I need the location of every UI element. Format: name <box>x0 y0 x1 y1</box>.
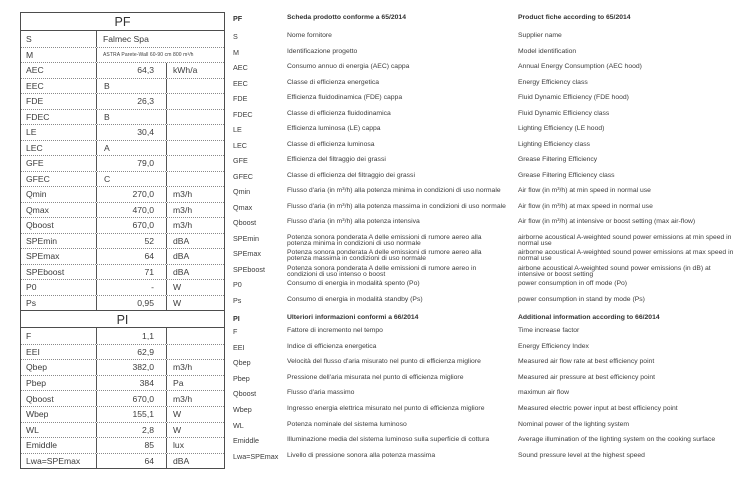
legend-row-S <box>233 31 735 47</box>
legend-text-italian: Flusso d'aria (in m³/h) alla potenza minima in condizioni di uso normale <box>287 187 501 194</box>
legend-code: SPEboost <box>233 264 265 274</box>
row-code: F <box>21 328 97 344</box>
legend-code: P0 <box>233 280 242 289</box>
table-row-Emiddle <box>21 437 224 453</box>
legend-row-FDEC <box>233 109 735 125</box>
legend-code: F <box>233 327 238 336</box>
legend-text-english: Product fiche according to 65/2014 <box>518 14 631 21</box>
legend-row-Lwa=SPEmax <box>233 451 735 467</box>
legend-text-italian: Classe di efficienza luminosa <box>287 140 375 148</box>
row-code: EEC <box>21 79 97 94</box>
table-row-SPEmax <box>21 248 224 264</box>
legend-code: LE <box>233 125 242 134</box>
legend-row-GFEC <box>233 171 735 187</box>
legend-code: Wbep <box>233 404 252 414</box>
legend-text-english: Grease Filtering Efficiency class <box>518 171 615 179</box>
legend-code: Qbep <box>233 358 251 368</box>
table-row-EEC <box>21 78 224 94</box>
legend-text-italian: Classe di efficienza del filtraggio dei grassi <box>287 171 415 179</box>
legend-text-italian: Consumo annuo di energia (AEC) cappa <box>287 63 410 70</box>
legend-text-english: Additional information according to 66/2014 <box>518 313 660 321</box>
section-header-pf: PF <box>21 13 224 31</box>
table-row-Qmin <box>21 186 224 202</box>
table-row-Qboost <box>21 390 224 406</box>
row-unit: dBA <box>173 251 190 262</box>
row-value: 64 <box>97 454 167 469</box>
row-value: 382,0 <box>97 360 167 375</box>
table-row-Pbep <box>21 375 224 391</box>
legend-row-EEI <box>233 342 735 358</box>
row-unit: W <box>173 297 182 308</box>
row-code: M <box>21 48 97 63</box>
row-value: 270,0 <box>97 187 167 202</box>
row-value: 2,8 <box>97 423 167 438</box>
legend-text-italian: Classe di efficienza fluidodinamica <box>287 109 391 117</box>
table-row-Qmax <box>21 202 224 218</box>
legend-code: FDE <box>233 94 248 103</box>
legend-row-SPEmax <box>233 248 735 264</box>
row-code: Wbep <box>21 407 97 422</box>
row-code: S <box>21 31 97 47</box>
legend-text-english: Measured air pressure at best efficiency point <box>518 373 656 381</box>
legend-text-english: Energy Efficiency class <box>518 78 588 86</box>
legend-row-PI <box>233 310 735 326</box>
legend-row-Ps <box>233 295 735 311</box>
legend-code: Ps <box>233 295 242 305</box>
row-value: 62,9 <box>97 345 167 360</box>
legend-row-P0 <box>233 279 735 295</box>
row-value: 155,1 <box>97 407 167 422</box>
legend-text-english: Energy Efficiency Index <box>518 342 589 350</box>
table-row-LEC <box>21 140 224 156</box>
table-row-SPEboost <box>21 264 224 280</box>
legend-text-italian: Efficienza luminosa (LE) cappa <box>287 125 381 132</box>
legend-code: AEC <box>233 63 248 72</box>
legend-text-italian: Pressione dell'aria misurata nel punto di efficienza migliore <box>287 373 464 381</box>
row-value: 384 <box>97 376 167 391</box>
row-value: ASTRA Parete-Wall 60-90 cm 800 m³/h <box>103 51 194 58</box>
table-row-AEC <box>21 62 224 78</box>
row-value: 670,0 <box>97 391 167 406</box>
table-row-S <box>21 31 224 47</box>
row-unit: m3/h <box>173 220 193 231</box>
row-unit: W <box>173 282 182 293</box>
spec-table <box>20 12 225 469</box>
legend-row-Qbep <box>233 357 735 373</box>
legend-code: SPEmax <box>233 249 261 258</box>
section-header-pi: PI <box>21 310 224 328</box>
legend-row-Qboost <box>233 217 735 233</box>
row-code: WL <box>21 423 97 438</box>
legend-text-english: Air flow (in m³/h) at intensive or boost setting (max air-flow) <box>518 218 696 225</box>
legend-text-english: power consumption in stand by mode (Ps) <box>518 295 645 303</box>
table-row-Lwa=SPEmax <box>21 453 224 469</box>
legend-text-italian: Ingresso energia elettrica misurato nel punto di efficienza migliore <box>287 404 485 412</box>
table-row-F <box>21 328 224 344</box>
legend-code: Qboost <box>233 218 257 227</box>
legend-text-italian: Potenza sonora ponderata A delle emissioni di rumore aereo in condizioni di uso intenso o boost <box>287 264 477 278</box>
table-row-FDE <box>21 93 224 109</box>
legend-code: GFE <box>233 156 248 165</box>
row-code: Emiddle <box>21 438 97 453</box>
legend-code: PI <box>233 313 240 323</box>
legend-code: EEC <box>233 78 248 88</box>
legend-text-italian: Livello di pressione sonora alla potenza massima <box>287 451 436 459</box>
table-row-Ps <box>21 295 224 311</box>
row-value: B <box>97 110 167 125</box>
legend-text-english: airbone acoustical A-weighted sound power emissions (in dB) at intensive or boost setting <box>518 264 711 278</box>
legend-code: Emiddle <box>233 436 259 446</box>
row-code: GFE <box>21 156 97 171</box>
legend-code: Lwa=SPEmax <box>233 451 279 461</box>
legend-text-italian: Fattore di incremento nel tempo <box>287 327 383 334</box>
legend-text-english: airborne acoustical A-weighted sound power emissions at min speed in normal use <box>518 233 732 247</box>
legend-code: Qmin <box>233 187 251 196</box>
legend-row-Emiddle <box>233 435 735 451</box>
legend-text-english: Lighting Efficiency (LE hood) <box>518 125 605 132</box>
row-unit: dBA <box>173 266 190 277</box>
legend-text-english: Fluid Dynamic Efficiency class <box>518 109 610 117</box>
row-value: Falmec Spa <box>103 33 149 44</box>
row-unit: m3/h <box>173 204 193 215</box>
row-unit: kWh/a <box>173 65 198 76</box>
row-value: 52 <box>97 234 167 249</box>
row-unit: m3/h <box>173 189 193 200</box>
row-value: 470,0 <box>97 203 167 218</box>
row-code: Qmax <box>21 203 97 218</box>
legend <box>233 12 735 466</box>
legend-code: FDEC <box>233 109 253 119</box>
table-row-EEI <box>21 344 224 360</box>
legend-row-WL <box>233 420 735 436</box>
legend-row-SPEboost <box>233 264 735 280</box>
legend-row-M <box>233 47 735 63</box>
legend-text-italian: Flusso d'aria massimo <box>287 389 355 397</box>
table-row-Qboost <box>21 217 224 233</box>
row-value: 85 <box>97 438 167 453</box>
row-code: GFEC <box>21 172 97 187</box>
legend-text-italian: Potenza nominale del sistema luminoso <box>287 420 407 428</box>
legend-code: M <box>233 47 239 57</box>
row-value: 0,95 <box>97 296 167 311</box>
legend-text-english: maximun air flow <box>518 389 569 397</box>
legend-code: GFEC <box>233 171 253 181</box>
row-code: Qbep <box>21 360 97 375</box>
legend-text-italian: Classe di efficienza energetica <box>287 78 380 86</box>
legend-row-PF <box>233 12 735 31</box>
legend-text-italian: Flusso d'aria (in m³/h) alla potenza intensiva <box>287 218 420 225</box>
legend-row-AEC <box>233 62 735 78</box>
row-code: FDEC <box>21 110 97 125</box>
row-value: 30,4 <box>97 125 167 140</box>
legend-text-italian: Scheda prodotto conforme a 65/2014 <box>287 14 406 21</box>
table-row-WL <box>21 422 224 438</box>
legend-text-english: Annual Energy Consumption (AEC hood) <box>518 63 642 70</box>
legend-text-english: Measured electric power input at best efficiency point <box>518 404 678 412</box>
row-code: Pbep <box>21 376 97 391</box>
row-code: P0 <box>21 280 97 295</box>
legend-text-italian: Flusso d'aria (in m³/h) alla potenza massima in condizioni di uso normale <box>287 202 506 210</box>
row-value: - <box>97 280 167 295</box>
table-row-LE <box>21 124 224 140</box>
legend-code: PF <box>233 14 243 23</box>
row-code: LEC <box>21 141 97 156</box>
legend-row-Qmax <box>233 202 735 218</box>
row-value: A <box>97 141 167 156</box>
legend-row-SPEmin <box>233 233 735 249</box>
legend-text-english: Time increase factor <box>518 327 580 334</box>
legend-code: WL <box>233 420 244 430</box>
legend-text-italian: Consumo di energia in modalità spento (Po) <box>287 280 420 287</box>
row-unit: m3/h <box>173 393 193 404</box>
legend-text-italian: Ulteriori informazioni conformi a 66/2014 <box>287 313 419 321</box>
legend-row-FDE <box>233 93 735 109</box>
legend-code: EEI <box>233 342 245 352</box>
legend-text-english: Model identification <box>518 47 577 55</box>
legend-text-italian: Nome fornitore <box>287 32 332 39</box>
legend-text-english: Grease Filtering Efficiency <box>518 156 598 163</box>
legend-text-english: Air flow (in m³/h) at min speed in normal use <box>518 187 651 194</box>
table-row-Wbep <box>21 406 224 422</box>
legend-row-Wbep <box>233 404 735 420</box>
row-value: C <box>97 172 167 187</box>
legend-text-italian: Efficienza fluidodinamica (FDE) cappa <box>287 94 403 101</box>
row-value: 79,0 <box>97 156 167 171</box>
legend-text-italian: Potenza sonora ponderata A delle emissioni di rumore aereo alla potenza massima in condizioni di uso normale <box>287 249 482 263</box>
row-code: Lwa=SPEmax <box>21 454 97 469</box>
row-code: Qboost <box>21 218 97 233</box>
row-value: 26,3 <box>97 94 167 109</box>
legend-text-italian: Identificazione progetto <box>287 47 358 55</box>
legend-row-GFE <box>233 155 735 171</box>
row-unit: m3/h <box>173 362 193 373</box>
legend-code: SPEmin <box>233 233 259 243</box>
row-unit: lux <box>173 440 184 451</box>
legend-text-italian: Indice di efficienza energetica <box>287 342 377 350</box>
row-code: LE <box>21 125 97 140</box>
legend-code: Qmax <box>233 202 253 212</box>
row-value: B <box>97 79 167 94</box>
table-row-FDEC <box>21 109 224 125</box>
legend-text-english: Average illumination of the lighting system on the cooking surface <box>518 436 716 444</box>
row-value: 64 <box>97 249 167 264</box>
row-code: SPEmax <box>21 249 97 264</box>
row-unit: dBA <box>173 456 190 467</box>
legend-text-italian: Efficienza del filtraggio dei grassi <box>287 156 386 163</box>
row-code: SPEboost <box>21 265 97 280</box>
row-code: SPEmin <box>21 234 97 249</box>
legend-row-Qboost <box>233 388 735 404</box>
row-value: 71 <box>97 265 167 280</box>
row-code: AEC <box>21 63 97 78</box>
legend-row-LEC <box>233 140 735 156</box>
legend-text-english: power consumption in off mode (Po) <box>518 280 628 287</box>
table-row-SPEmin <box>21 233 224 249</box>
legend-row-EEC <box>233 78 735 94</box>
legend-text-english: Sound pressure level at the highest speed <box>518 451 645 459</box>
legend-code: Qboost <box>233 389 257 399</box>
row-value: 64,3 <box>97 63 167 78</box>
table-row-GFEC <box>21 171 224 187</box>
table-row-GFE <box>21 155 224 171</box>
table-row-Qbep <box>21 359 224 375</box>
row-code: FDE <box>21 94 97 109</box>
table-row-P0 <box>21 279 224 295</box>
legend-text-english: Measured air flow rate at best efficiency point <box>518 358 655 366</box>
legend-row-F <box>233 326 735 342</box>
legend-text-english: Air flow (in m³/h) at max speed in normal use <box>518 202 653 210</box>
row-code: Ps <box>21 296 97 311</box>
legend-text-english: Supplier name <box>518 32 562 39</box>
table-row-M <box>21 47 224 63</box>
row-unit: W <box>173 409 182 420</box>
legend-text-italian: Illuminazione media del sistema luminoso sulla superficie di cottura <box>287 436 490 444</box>
row-value: 670,0 <box>97 218 167 233</box>
legend-text-english: Lighting Efficiency class <box>518 140 591 148</box>
row-unit: dBA <box>173 235 190 246</box>
row-code: Qboost <box>21 391 97 406</box>
legend-row-Pbep <box>233 373 735 389</box>
legend-code: LEC <box>233 140 247 150</box>
legend-text-english: Fluid Dynamic Efficiency (FDE hood) <box>518 94 629 101</box>
legend-text-italian: Velocità del flusso d'aria misurato nel punto di efficienza migliore <box>287 358 481 366</box>
legend-row-Qmin <box>233 186 735 202</box>
row-unit: W <box>173 424 182 435</box>
row-code: Qmin <box>21 187 97 202</box>
row-value: 1,1 <box>97 328 167 344</box>
legend-text-english: airborne acoustical A-weighted sound power emissions at max speed in normal use <box>518 249 734 263</box>
row-unit: Pa <box>173 378 184 389</box>
legend-text-english: Nominal power of the lighting system <box>518 420 630 428</box>
legend-text-italian: Consumo di energia in modalità standby (Ps) <box>287 295 423 303</box>
legend-code: S <box>233 32 238 41</box>
legend-row-LE <box>233 124 735 140</box>
legend-code: Pbep <box>233 373 250 383</box>
legend-text-italian: Potenza sonora ponderata A delle emissioni di rumore aereo alla potenza minima in condizioni di uso normale <box>287 233 482 247</box>
row-code: EEI <box>21 345 97 360</box>
